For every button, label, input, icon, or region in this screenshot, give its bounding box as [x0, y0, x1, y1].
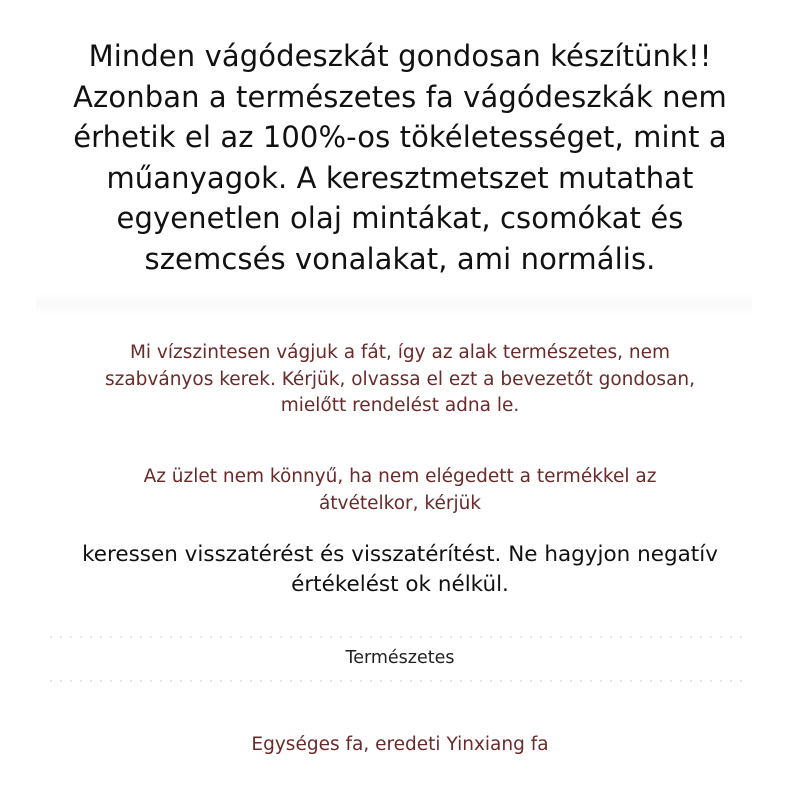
returns-note-line: átvételkor, kérjük — [318, 492, 482, 514]
notice-line: Azonban a természetes fa vágódeszkák nem — [73, 79, 727, 114]
shape-note — [60, 340, 740, 420]
shape-note-line: Mi vízszintesen vágjuk a fát, így az alak természetes, nem — [129, 342, 671, 363]
natural-label: Természetes — [345, 648, 455, 668]
faint-divider-band — [36, 292, 752, 316]
notice-line: Minden vágódeszkát gondosan készítünk!! — [88, 39, 712, 73]
shape-note-line: mielőtt rendelést adna le. — [280, 395, 520, 416]
refund-note — [30, 540, 770, 600]
shape-note-line: szabványos kerek. Kérjük, olvassa el ezt a bevezetőt gondosan, — [104, 368, 696, 390]
refund-note-line: keressen visszatérést és visszatérítést. Ne hagyjon negatív — [82, 542, 718, 567]
strip-bottom-edge — [46, 680, 742, 682]
main-notice-text — [40, 36, 760, 279]
wood-type-label: Egységes fa, eredeti Yinxiang fa — [251, 734, 549, 755]
notice-line: érhetik el az 100%-os tökéletességet, mint a — [73, 120, 727, 154]
returns-note — [80, 464, 720, 517]
notice-line: egyenetlen olaj mintákat, csomókat és — [116, 201, 684, 235]
notice-line: műanyagok. A keresztmetszet mutathat — [106, 160, 694, 195]
refund-note-line: értékelést ok nélkül. — [291, 572, 509, 597]
strip-top-edge — [46, 636, 742, 638]
returns-note-line: Az üzlet nem könnyű, ha nem elégedett a termékkel az — [143, 466, 657, 487]
notice-line: szemcsés vonalakat, ami normális. — [144, 241, 656, 276]
